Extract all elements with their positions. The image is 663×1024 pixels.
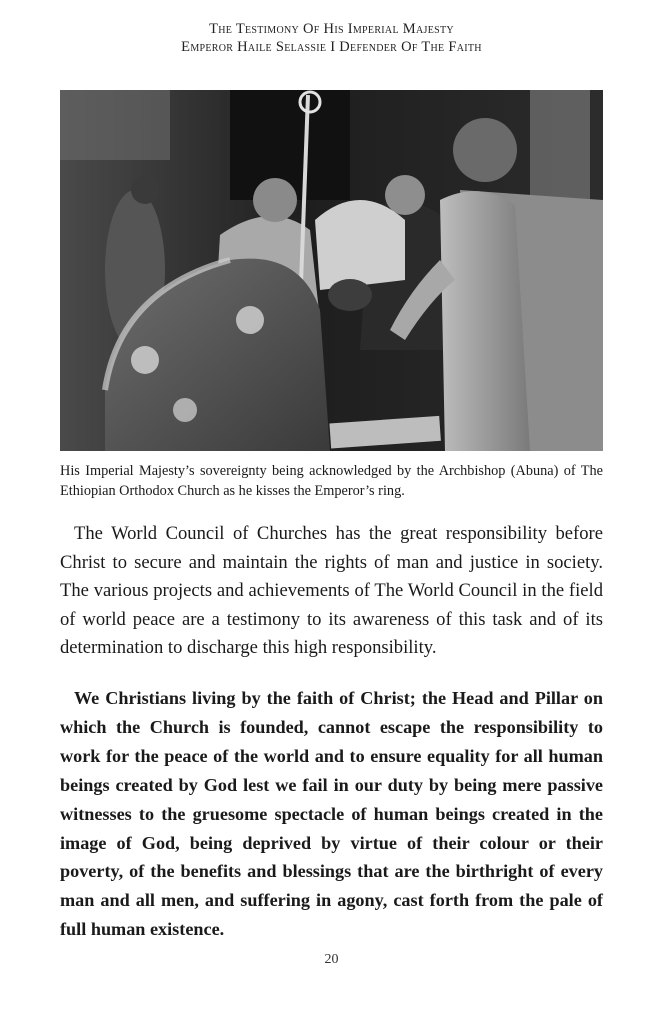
photograph [60, 90, 603, 451]
page-number: 20 [324, 952, 339, 967]
photo-caption: His Imperial Majesty’s sovereignty being acknowledged by the Archbishop (Abuna) of The Ethiopian Orthodox Church as he kisses the Emperor’s ring. [60, 463, 603, 499]
bishop-face [328, 279, 372, 311]
emperor-head [453, 118, 517, 182]
running-head-line-2: Emperor Haile Selassie I Defender Of The Faith [181, 39, 482, 55]
running-head [0, 20, 663, 56]
cope-embroidery [173, 398, 197, 422]
photo-illustration [60, 90, 603, 451]
officer-left-head [131, 176, 159, 204]
emperor-uniform [440, 191, 530, 451]
cope-embroidery [131, 346, 159, 374]
cope-embroidery [236, 306, 264, 334]
officer-center-head [253, 178, 297, 222]
attendant-head [385, 175, 425, 215]
body-paragraph-2-bold: We Christians living by the faith of Christ; the Head and Pillar on which the Church is founded, cannot escape the responsibility to work for the peace of the world and to ensure equality for all human beings created by God lest we fail in our duty by being mere passive witnesses to the gruesome spectacle of human beings created in the image of God, being deprived by virtue of their colour or their poverty, of the benefits and blessings that are the birthright of every man and all men, and suffering in agony, cast forth from the pale of full human existence. [60, 688, 603, 940]
doorway [230, 90, 350, 200]
bishop-crown [315, 200, 405, 290]
body-paragraph-1: The World Council of Churches has the great responsibility before Christ to secure and maintain the rights of man and justice in society. The various projects and achievements of The World Council in the field of world peace are a testimony to its awareness of this task and of its determination to discharge this high responsibility. [60, 523, 603, 659]
wall-panel [60, 90, 170, 160]
running-head-line-1: The Testimony Of His Imperial Majesty [209, 21, 454, 37]
